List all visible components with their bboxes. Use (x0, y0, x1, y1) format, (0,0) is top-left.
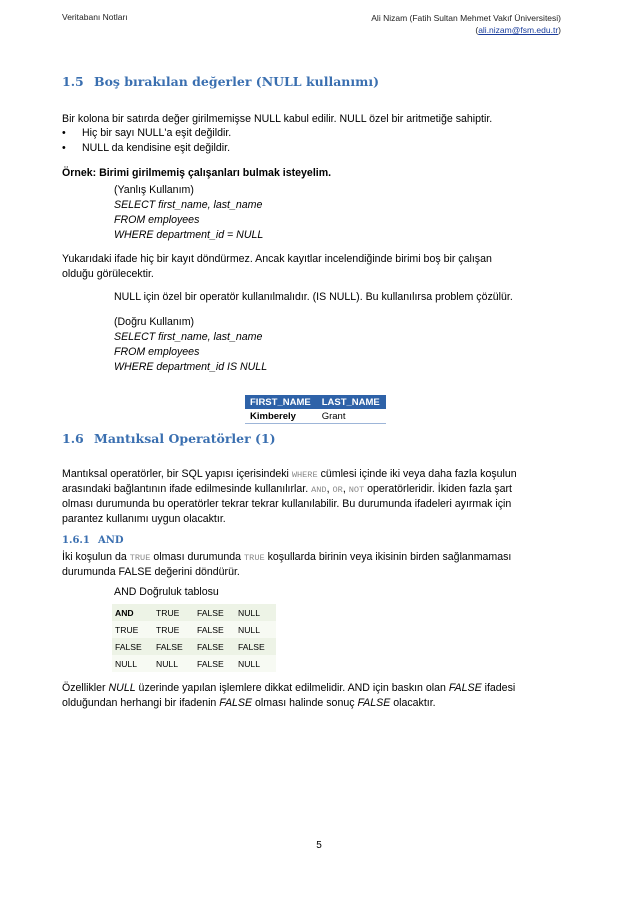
table-row (112, 655, 276, 672)
table-row (112, 638, 276, 655)
truth-table-title: AND Doğruluk tablosu (114, 586, 219, 598)
header-author: Ali Nizam (Fatih Sultan Mehmet Vakıf Üniversitesi) (371, 13, 561, 23)
table-cell: FALSE (194, 638, 235, 655)
sql-line: FROM employees (114, 346, 200, 358)
paragraph-line: olması durumunda bu operatörler tekrar tekrar kullanılabilir. Bu durumunda ifadeleri ayırmak için (62, 498, 512, 510)
sql-line: SELECT first_name, last_name (114, 199, 263, 211)
sql-line: WHERE department_id IS NULL (114, 361, 268, 373)
section-1-6-1-heading (62, 535, 124, 546)
right-label: (Doğru Kullanım) (114, 316, 195, 328)
code-true: TRUE (129, 553, 151, 563)
header-left: Veritabanı Notları (62, 12, 128, 22)
paragraph-line: İki koşulun da TRUE olması durumunda TRUE koşullarda birinin veya ikisinin birden sağlanmaması (62, 551, 512, 563)
sql-line: FROM employees (114, 214, 200, 226)
section-number: 1.6 (62, 431, 84, 446)
table-cell: NULL (235, 621, 276, 638)
table-cell: FALSE (153, 638, 194, 655)
paragraph-line: olduğundan herhangi bir ifadenin FALSE olması halinde sonuç FALSE olacaktır. (62, 697, 436, 709)
table-cell: TRUE (112, 621, 153, 638)
table-cell: FALSE (194, 604, 235, 621)
table-cell: TRUE (153, 604, 194, 621)
wrong-label: (Yanlış Kullanım) (114, 184, 194, 196)
table-cell: NULL (235, 604, 276, 621)
page-number: 5 (316, 840, 322, 851)
table-cell: NULL (112, 655, 153, 672)
table-cell: Kimberely (245, 409, 317, 424)
header-right: Ali Nizam (Fatih Sultan Mehmet Vakıf Üniversitesi) (ali.nizam@fsm.edu.tr) (371, 13, 561, 35)
table-cell: TRUE (153, 621, 194, 638)
table-cell: NULL (235, 655, 276, 672)
section-1-6-heading (62, 431, 276, 446)
code-where: WHERE (291, 470, 318, 480)
code-true: TRUE (244, 553, 265, 563)
and-truth-table (112, 604, 276, 672)
section-number: 1.6.1 (62, 535, 90, 546)
bullet-item: • NULL da kendisine eşit değildir. (62, 142, 231, 154)
section-number: 1.5 (62, 74, 84, 89)
table-row (112, 621, 276, 638)
paragraph-line: durumunda FALSE değerini döndürür. (62, 566, 240, 578)
sql-line: SELECT first_name, last_name (114, 331, 263, 343)
paragraph-line: parantez kullanımı uygun olacaktır. (62, 513, 226, 525)
paragraph-line: Yukarıdaki ifade hiç bir kayıt döndürmez. Ancak kayıtlar incelendiğinde birimi boş bir çalışan (62, 253, 492, 265)
intro-paragraph: Bir kolona bir satırda değer girilmemişse NULL kabul edilir. NULL özel bir aritmetiğe sahiptir. (62, 113, 493, 125)
table-cell: Grant (317, 409, 386, 424)
code-not: NOT (348, 485, 365, 495)
table-row (112, 604, 276, 621)
table-cell: FALSE (235, 638, 276, 655)
sql-line: WHERE department_id = NULL (114, 229, 264, 241)
bullet-item: • Hiç bir sayı NULL'a eşit değildir. (62, 127, 232, 139)
example-heading: Örnek: Birimi girilmemiş çalışanları bulmak isteyelim. (62, 167, 332, 179)
query-result-table (245, 395, 386, 424)
paragraph-line: Mantıksal operatörler, bir SQL yapısı içerisindeki WHERE cümlesi içinde iki veya daha fazla koşulun (62, 468, 517, 480)
paragraph-line: olduğu görülecektir. (62, 268, 154, 280)
table-cell: AND (112, 604, 153, 621)
table-cell: FALSE (194, 655, 235, 672)
section-title: AND (98, 535, 124, 546)
paragraph-line: arasındaki bağlantının ifade edilmesinde kullanılırlar. AND, OR, NOT operatörleridir. İkiden fazla şart (62, 483, 512, 495)
null-note: NULL için özel bir operatör kullanılmalıdır. (IS NULL). Bu kullanılırsa problem çözülür. (114, 291, 513, 303)
header-email-link[interactable]: ali.nizam@fsm.edu.tr (478, 25, 559, 35)
section-title: Boş bırakılan değerler (NULL kullanımı) (94, 74, 380, 89)
table-cell: FALSE (194, 621, 235, 638)
column-header: LAST_NAME (317, 395, 386, 409)
column-header: FIRST_NAME (245, 395, 317, 409)
table-cell: NULL (153, 655, 194, 672)
section-title: Mantıksal Operatörler (1) (94, 431, 276, 446)
section-1-5-heading (62, 74, 379, 89)
paragraph-line: Özellikler NULL üzerinde yapılan işlemlere dikkat edilmelidir. AND için baskın olan FALSE ifadesi (62, 682, 516, 694)
code-or: OR (332, 485, 343, 495)
table-cell: FALSE (112, 638, 153, 655)
code-and: AND (311, 485, 327, 495)
